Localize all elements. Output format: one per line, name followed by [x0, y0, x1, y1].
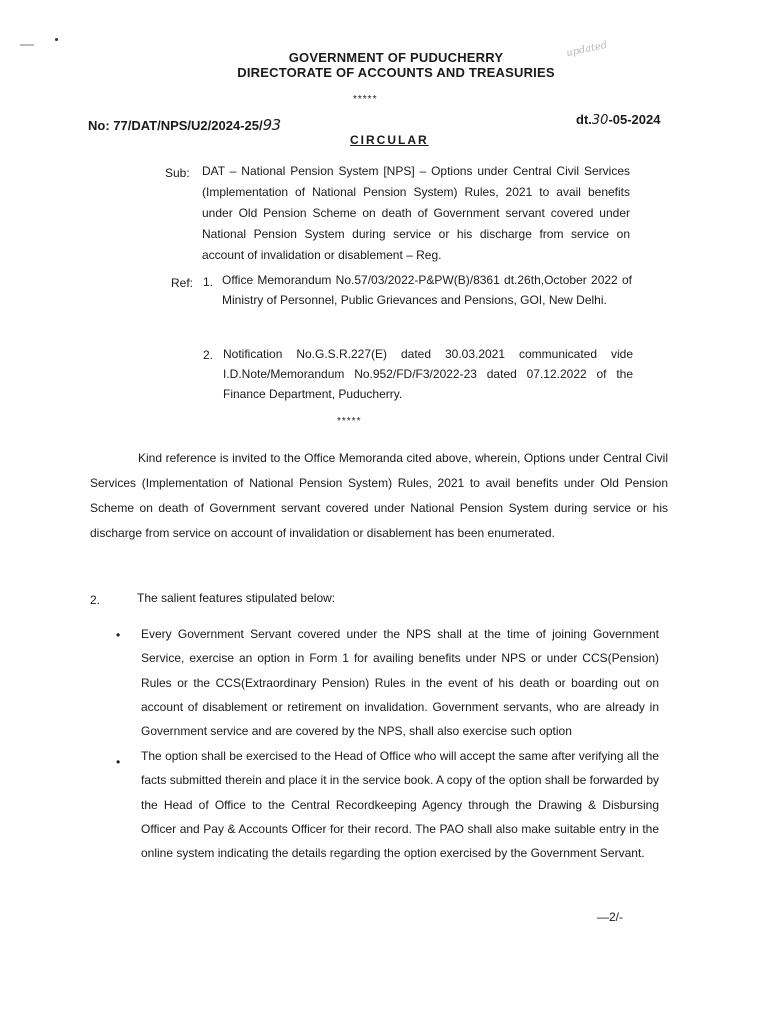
reference-separator-stars: *****: [337, 416, 362, 427]
date-prefix: dt.: [576, 112, 592, 127]
scan-mark: [20, 44, 34, 46]
paragraph-2-text: The salient features stipulated below:: [137, 591, 336, 605]
reference-label: Ref:: [171, 276, 194, 290]
reference-1-text: Office Memorandum No.57/03/2022-P&PW(B)/8361 dt.26th,October 2022 of Ministry of Personnel, Public Grievances and Pensions, GOI, New Delhi.: [222, 273, 632, 307]
date-suffix: -05-2024: [608, 112, 661, 127]
header-directorate: DIRECTORATE OF ACCOUNTS AND TREASURIES: [237, 65, 555, 80]
subject-label: Sub:: [165, 166, 190, 180]
document-title: CIRCULAR: [350, 133, 429, 147]
paragraph-2-number: 2.: [90, 593, 101, 607]
circular-number-prefix: No: 77/DAT/NPS/U2/2024-25/: [88, 118, 263, 133]
paragraph-1: Kind reference is invited to the Office Memoranda cited above, wherein, Options under Central Civil Services (Implementation of National Pension System) Rules, 2021 to avail benefits under Old Pension Scheme on death of Government servant covered under National Pension System during service or his discharge from service on account of invalidation or disablement has been enumerated.: [90, 451, 668, 540]
bullet-1-text: Every Government Servant covered under the NPS shall at the time of joining Government Service, exercise an option in Form 1 for availing benefits under NPS or under CCS(Pension) Rules or the CCS(Extraordinary Pension) Rules in the event of his death or boarding out on account of disablement or retirement on invalidation. Government servants, who are already in Government service and are covered by the NPS, shall also exercise such option: [141, 627, 659, 739]
scan-speck: [55, 38, 58, 41]
handwritten-stamp: updated: [565, 39, 609, 60]
header-separator-stars: *****: [353, 94, 378, 105]
reference-2-number: 2.: [203, 348, 214, 362]
date-handwritten: 30: [591, 113, 609, 128]
reference-1-number: 1.: [203, 275, 214, 289]
circular-number: [88, 116, 281, 134]
circular-date: [576, 112, 660, 128]
bullet-1-marker: •: [116, 628, 121, 642]
bullet-2-marker: •: [116, 755, 121, 769]
next-page-indicator: —2/-: [597, 910, 624, 924]
subject-text: DAT – National Pension System [NPS] – Options under Central Civil Services (Implementation of National Pension System) Rules, 2021 to avail benefits under Old Pension Scheme on death of Government servant covered under National Pension System during service or his discharge from service on account of invalidation or disablement – Reg.: [202, 164, 630, 262]
bullet-2-text: The option shall be exercised to the Head of Office who will accept the same after verifying all the facts submitted therein and place it in the service book. A copy of the option shall be forwarded by the Head of Office to the Central Recordkeeping Agency through the Drawing & Disbursing Officer and Pay & Accounts Officer for their record. The PAO shall also make suitable entry in the online system indicating the details regarding the option exercised by the Government Servant.: [141, 749, 659, 861]
circular-number-handwritten: 93: [262, 116, 281, 134]
reference-2-text: Notification No.G.S.R.227(E) dated 30.03.2021 communicated vide I.D.Note/Memorandum No.952/FD/F3/2022-23 dated 07.12.2022 of the Finance Department, Puducherry.: [223, 347, 633, 401]
header-government: GOVERNMENT OF PUDUCHERRY: [288, 50, 504, 65]
